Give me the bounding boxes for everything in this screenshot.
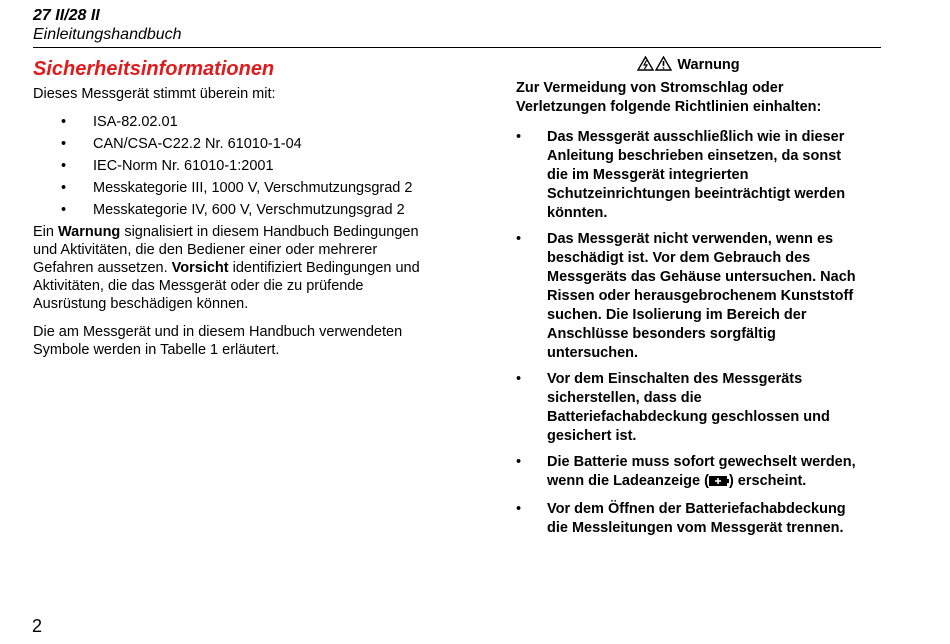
bullet: • xyxy=(516,129,522,145)
section-title: Sicherheitsinformationen xyxy=(33,58,275,80)
list-item-text: CAN/CSA-C22.2 Nr. 61010-1-04 xyxy=(93,136,302,152)
list-item xyxy=(33,179,433,198)
model-name: 27 II/28 II xyxy=(33,7,100,24)
list-item-text: Das Messgerät nicht verwenden, wenn es beschädigt ist. Vor dem Gebrauch des Messgeräts das Gehäuse untersuchen. Nach Rissen oder herausgebrochenem Kunststoff suchen. Die Isolierung im Bereich der Anschlüsse besonders sorgfältig untersuchen. xyxy=(547,231,856,361)
bullet: • xyxy=(61,114,67,130)
symbols-paragraph: Die am Messgerät und in diesem Handbuch verwendeten Symbole werden in Tabelle 1 erläutert. xyxy=(33,324,403,358)
bullet: • xyxy=(61,180,67,196)
list-item-text: ISA-82.02.01 xyxy=(93,114,178,130)
left-column xyxy=(33,57,433,359)
list-item xyxy=(516,370,861,446)
text-run: Ein xyxy=(33,224,58,240)
battery-icon xyxy=(709,474,729,493)
standards-list xyxy=(33,113,433,220)
shock-hazard-icon xyxy=(637,57,655,73)
list-item xyxy=(516,453,861,493)
warning-intro: Zur Vermeidung von Stromschlag oder Verletzungen folgende Richtlinien einhalten: xyxy=(516,80,822,115)
list-item-text: IEC-Norm Nr. 61010-1:2001 xyxy=(93,158,274,174)
list-item xyxy=(516,500,861,538)
list-item-text: Die Batterie muss sofort gewechselt werden, wenn die Ladeanzeige ( xyxy=(547,454,856,489)
list-item-text: Vor dem Öffnen der Batteriefachabdeckung die Messleitungen vom Messgerät trennen. xyxy=(547,501,846,536)
warning-heading xyxy=(516,56,861,74)
list-item-text: Messkategorie IV, 600 V, Verschmutzungsgrad 2 xyxy=(93,202,405,218)
list-item xyxy=(516,230,861,363)
bold-term-warnung: Warnung xyxy=(58,224,121,240)
bullet: • xyxy=(61,136,67,152)
list-item xyxy=(516,128,861,223)
page-header xyxy=(33,6,881,48)
bold-term-vorsicht: Vorsicht xyxy=(171,260,229,276)
bullet: • xyxy=(61,202,67,218)
bullet: • xyxy=(61,158,67,174)
list-item-text: Das Messgerät ausschließlich wie in dieser Anleitung beschrieben einsetzen, da sonst die im Messgerät integrierten Schutzeinrichtungen beeinträchtigt werden könnten. xyxy=(547,129,846,221)
bullet: • xyxy=(516,454,522,470)
right-column xyxy=(516,56,861,545)
text-run: signalisiert in diesem Handbuch Bedingungen und Aktivitäten, die den Bediener einer oder mehrerer Gefahren aussetzen. xyxy=(33,224,419,276)
list-item-text: Messkategorie III, 1000 V, Verschmutzungsgrad 2 xyxy=(93,180,413,196)
list-item-text: Vor dem Einschalten des Messgeräts sicherstellen, dass die Batteriefachabdeckung geschlossen und gesichert ist. xyxy=(547,371,830,444)
list-item xyxy=(33,201,433,220)
warning-heading-label: Warnung xyxy=(677,57,740,73)
list-item-text: ) erscheint. xyxy=(728,473,807,489)
list-item xyxy=(33,113,433,132)
warning-definition-paragraph xyxy=(33,223,433,313)
text-run: identifiziert Bedingungen und Aktivitäten, die das Messgerät oder die zu prüfende Ausrüstung beschädigen können. xyxy=(33,260,420,312)
caution-triangle-icon xyxy=(655,57,673,73)
list-item xyxy=(33,157,433,176)
bullet: • xyxy=(516,371,522,387)
page-number: 2 xyxy=(32,616,43,636)
list-item xyxy=(33,135,433,154)
document-title: Einleitungshandbuch xyxy=(33,26,182,43)
intro-text: Dieses Messgerät stimmt überein mit: xyxy=(33,86,276,102)
warning-list xyxy=(516,128,861,538)
bullet: • xyxy=(516,501,522,517)
bullet: • xyxy=(516,231,522,247)
